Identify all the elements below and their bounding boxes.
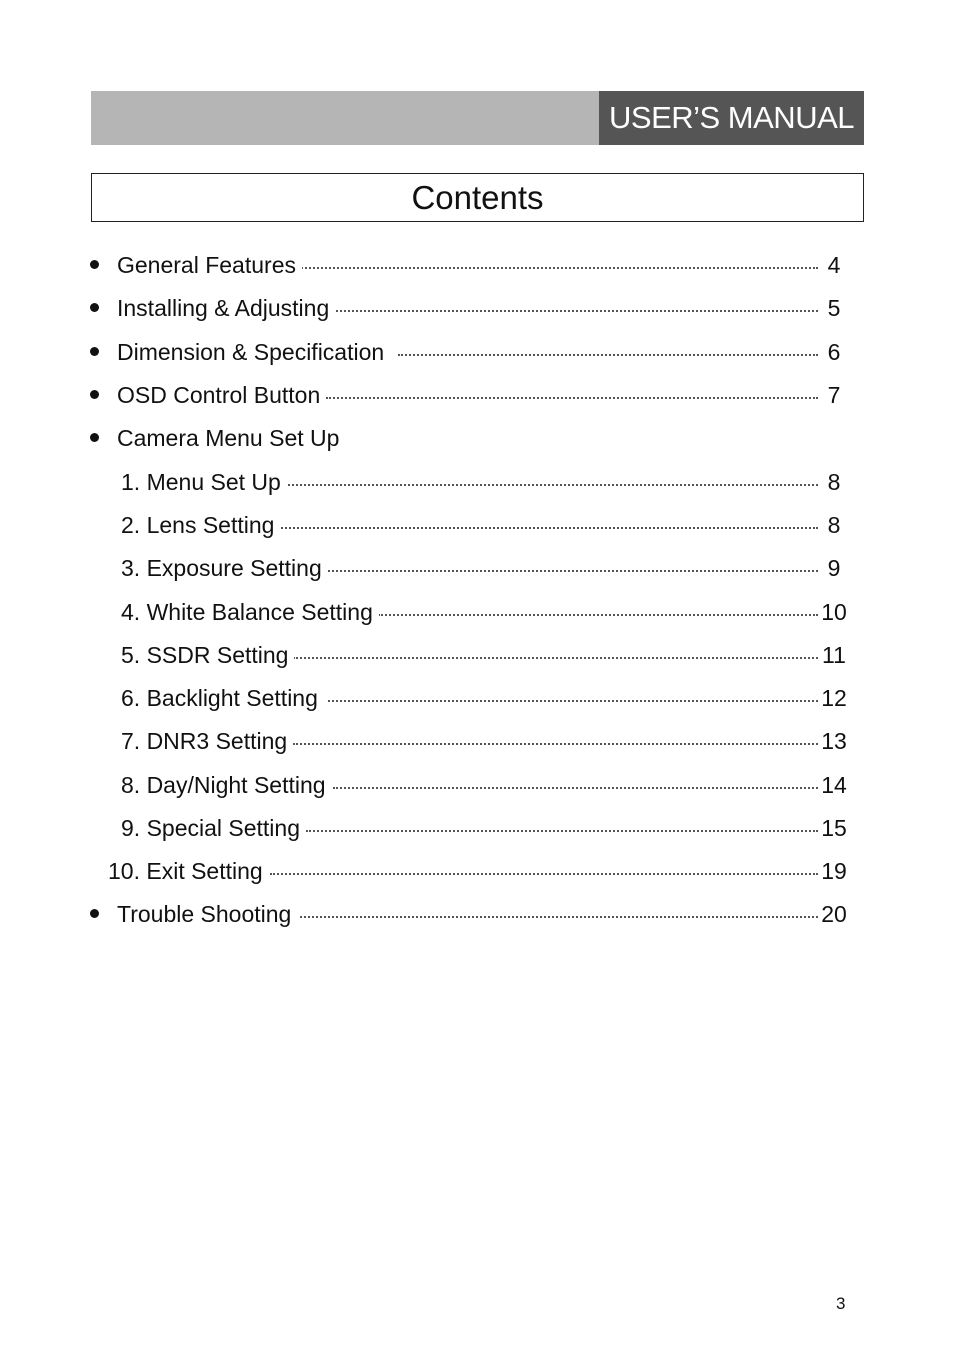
toc-page: 8	[827, 512, 841, 538]
toc-entry-white-balance-setting[interactable]	[88, 597, 854, 627]
toc-label: 10. Exit Setting	[108, 856, 269, 886]
leader-dots	[293, 741, 818, 745]
leader-dots	[378, 612, 818, 616]
toc-page: 8	[827, 469, 841, 495]
toc-entry-camera-menu-set-up[interactable]	[88, 423, 854, 453]
toc-page: 11	[822, 642, 846, 668]
toc-entry-dnr3-setting[interactable]	[88, 726, 854, 756]
toc-entry-backlight-setting[interactable]	[88, 683, 854, 713]
leader-dots	[328, 568, 818, 572]
bullet-icon	[90, 390, 99, 399]
toc-page: 15	[821, 815, 847, 841]
toc-label: Camera Menu Set Up	[117, 423, 345, 453]
toc-page: 19	[821, 858, 847, 884]
toc-page: 5	[827, 295, 841, 321]
leader-dots	[298, 265, 818, 269]
toc-label: 5. SSDR Setting	[121, 640, 294, 670]
toc-label: 7. DNR3 Setting	[121, 726, 293, 756]
toc-label: OSD Control Button	[117, 380, 326, 410]
toc-entry-menu-set-up[interactable]	[88, 467, 854, 497]
toc-page: 4	[827, 252, 841, 278]
toc-page: 20	[821, 901, 847, 927]
leader-dots	[326, 395, 818, 399]
manual-title: USER’S MANUAL	[599, 91, 864, 145]
toc-entry-general-features[interactable]	[88, 250, 854, 280]
toc-page: 13	[821, 728, 847, 754]
leader-dots	[306, 828, 818, 832]
toc-label: General Features	[117, 250, 302, 280]
toc-entry-special-setting[interactable]	[88, 813, 854, 843]
leader-dots	[328, 698, 818, 702]
leader-dots	[333, 308, 818, 312]
toc-entry-installing-adjusting[interactable]	[88, 293, 854, 323]
leader-dots	[288, 482, 818, 486]
contents-heading: Contents	[91, 173, 864, 222]
toc-label: Dimension & Specification	[117, 337, 390, 367]
toc-page: 12	[821, 685, 847, 711]
bullet-icon	[90, 303, 99, 312]
toc-label: 6. Backlight Setting	[121, 683, 324, 713]
bullet-icon	[90, 909, 99, 918]
leader-dots	[398, 352, 818, 356]
leader-dots	[270, 871, 818, 875]
toc-entry-ssdr-setting[interactable]	[88, 640, 854, 670]
leader-dots	[278, 525, 818, 529]
leader-dots	[333, 785, 818, 789]
toc-page: 9	[827, 555, 841, 581]
bullet-icon	[90, 260, 99, 269]
toc-entry-lens-setting[interactable]	[88, 510, 854, 540]
toc-label: Installing & Adjusting	[117, 293, 335, 323]
toc-page: 6	[827, 339, 841, 365]
toc-entry-dimension-specification[interactable]	[88, 337, 854, 367]
toc-entry-day-night-setting[interactable]	[88, 770, 854, 800]
toc-label: 3. Exposure Setting	[121, 553, 328, 583]
toc-label: 4. White Balance Setting	[121, 597, 379, 627]
toc-page: 10	[821, 599, 847, 625]
toc-label: 1. Menu Set Up	[121, 467, 287, 497]
toc-page: 7	[827, 382, 841, 408]
leader-dots	[293, 655, 818, 659]
bullet-icon	[90, 347, 99, 356]
toc-page: 14	[821, 772, 847, 798]
bullet-icon	[90, 433, 99, 442]
toc-entry-trouble-shooting[interactable]	[88, 899, 854, 929]
toc-label: 8. Day/Night Setting	[121, 770, 332, 800]
toc-label: Trouble Shooting	[117, 899, 297, 929]
leader-dots	[300, 914, 818, 918]
toc-label: 9. Special Setting	[121, 813, 306, 843]
toc-entry-exit-setting[interactable]	[88, 856, 854, 886]
toc-entry-osd-control-button[interactable]	[88, 380, 854, 410]
page-number: 3	[836, 1294, 846, 1313]
toc-entry-exposure-setting[interactable]	[88, 553, 854, 583]
toc-label: 2. Lens Setting	[121, 510, 280, 540]
